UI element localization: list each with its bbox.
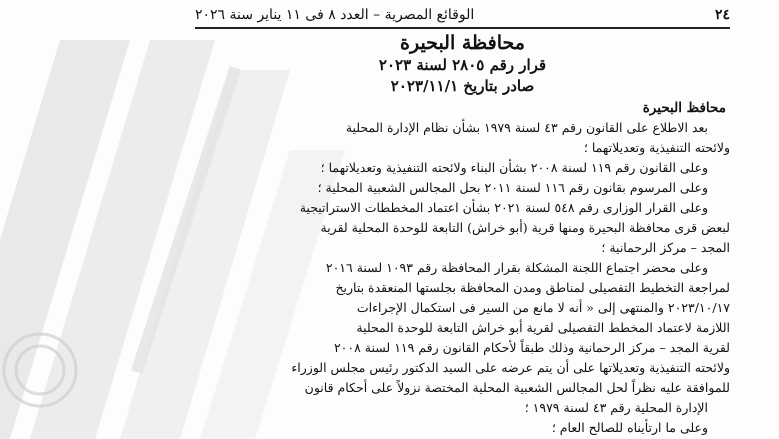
text-line: الإدارة المحلية رقم ٤٣ لسنة ١٩٧٩ ؛: [524, 400, 708, 415]
text-line: المجد – مركز الرحمانية ؛: [601, 240, 730, 255]
page-number: ٢٤: [714, 7, 730, 23]
decree-title-block: [195, 32, 730, 97]
issue-date: صادر بتاريخ ٢٠٢٣/١١/١: [390, 77, 535, 95]
decree-body: [195, 98, 730, 438]
issuer-heading: محافظ البحيرة: [642, 100, 726, 116]
decree-number: قرار رقم ٢٨٠٥ لسنة ٢٠٢٣: [378, 56, 547, 74]
text-line: وعلى محضر اجتماع اللجنة المشكلة بقرار المحافظة رقم ١٠٩٣ لسنة ٢٠١٦: [325, 260, 708, 275]
text-line: وعلى القرار الوزارى رقم ٥٤٨ لسنة ٢٠٢١ بشأن اعتماد المخططات الاستراتيجية: [299, 200, 708, 215]
text-line: ولائحته التنفيذية وتعديلاتها على أن يتم عرضه على السيد الدكتور رئيس مجلس الوزراء: [291, 360, 730, 375]
text-line: وعلى ما ارتأيناه للصالح العام ؛: [551, 420, 708, 435]
text-line: لبعض قرى محافظة البحيرة ومنها قرية (أبو خراش) التابعة للوحدة المحلية لقرية: [320, 220, 730, 235]
governorate-title: محافظة البحيرة: [400, 32, 525, 54]
running-header-text: الوقائع المصرية – العدد ٨ فى ١١ يناير سنة ٢٠٢٦: [195, 7, 475, 23]
body-lines: [195, 118, 730, 438]
text-line: اللازمة لاعتماد المخطط التفصيلى لقرية أبو خراش التابعة للوحدة المحلية: [356, 320, 730, 335]
header-divider: [195, 27, 730, 29]
text-line: للموافقة عليه نظراً لحل المجالس الشعبية المحلية المختصة نزولاً على أحكام قانون: [304, 380, 730, 395]
text-line: وعلى المرسوم بقانون رقم ١١٦ لسنة ٢٠١١ بحل المجالس الشعبية المحلية ؛: [317, 180, 708, 195]
text-line: وعلى القانون رقم ١١٩ لسنة ٢٠٠٨ بشأن البناء ولائحته التنفيذية وتعديلاتهما ؛: [320, 160, 708, 175]
text-line: لمراجعة التخطيط التفصيلى لمناطق ومدن المحافظة بجلستها المنعقدة بتاريخ: [335, 280, 730, 295]
text-line: ولائحته التنفيذية وتعديلاتهما ؛: [583, 140, 730, 155]
running-header-bar: [195, 4, 730, 26]
text-line: لقرية المجد – مركز الرحمانية وذلك طبقاً لأحكام القانون رقم ١١٩ لسنة ٢٠٠٨: [333, 340, 730, 355]
text-line: بعد الاطلاع على القانون رقم ٤٣ لسنة ١٩٧٩ بشأن نظام الإدارة المحلية: [345, 120, 708, 135]
text-line: ٢٠٢٣/١٠/١٧ والمنتهى إلى « أنه لا مانع من السير فى استكمال الإجراءات: [356, 300, 730, 315]
